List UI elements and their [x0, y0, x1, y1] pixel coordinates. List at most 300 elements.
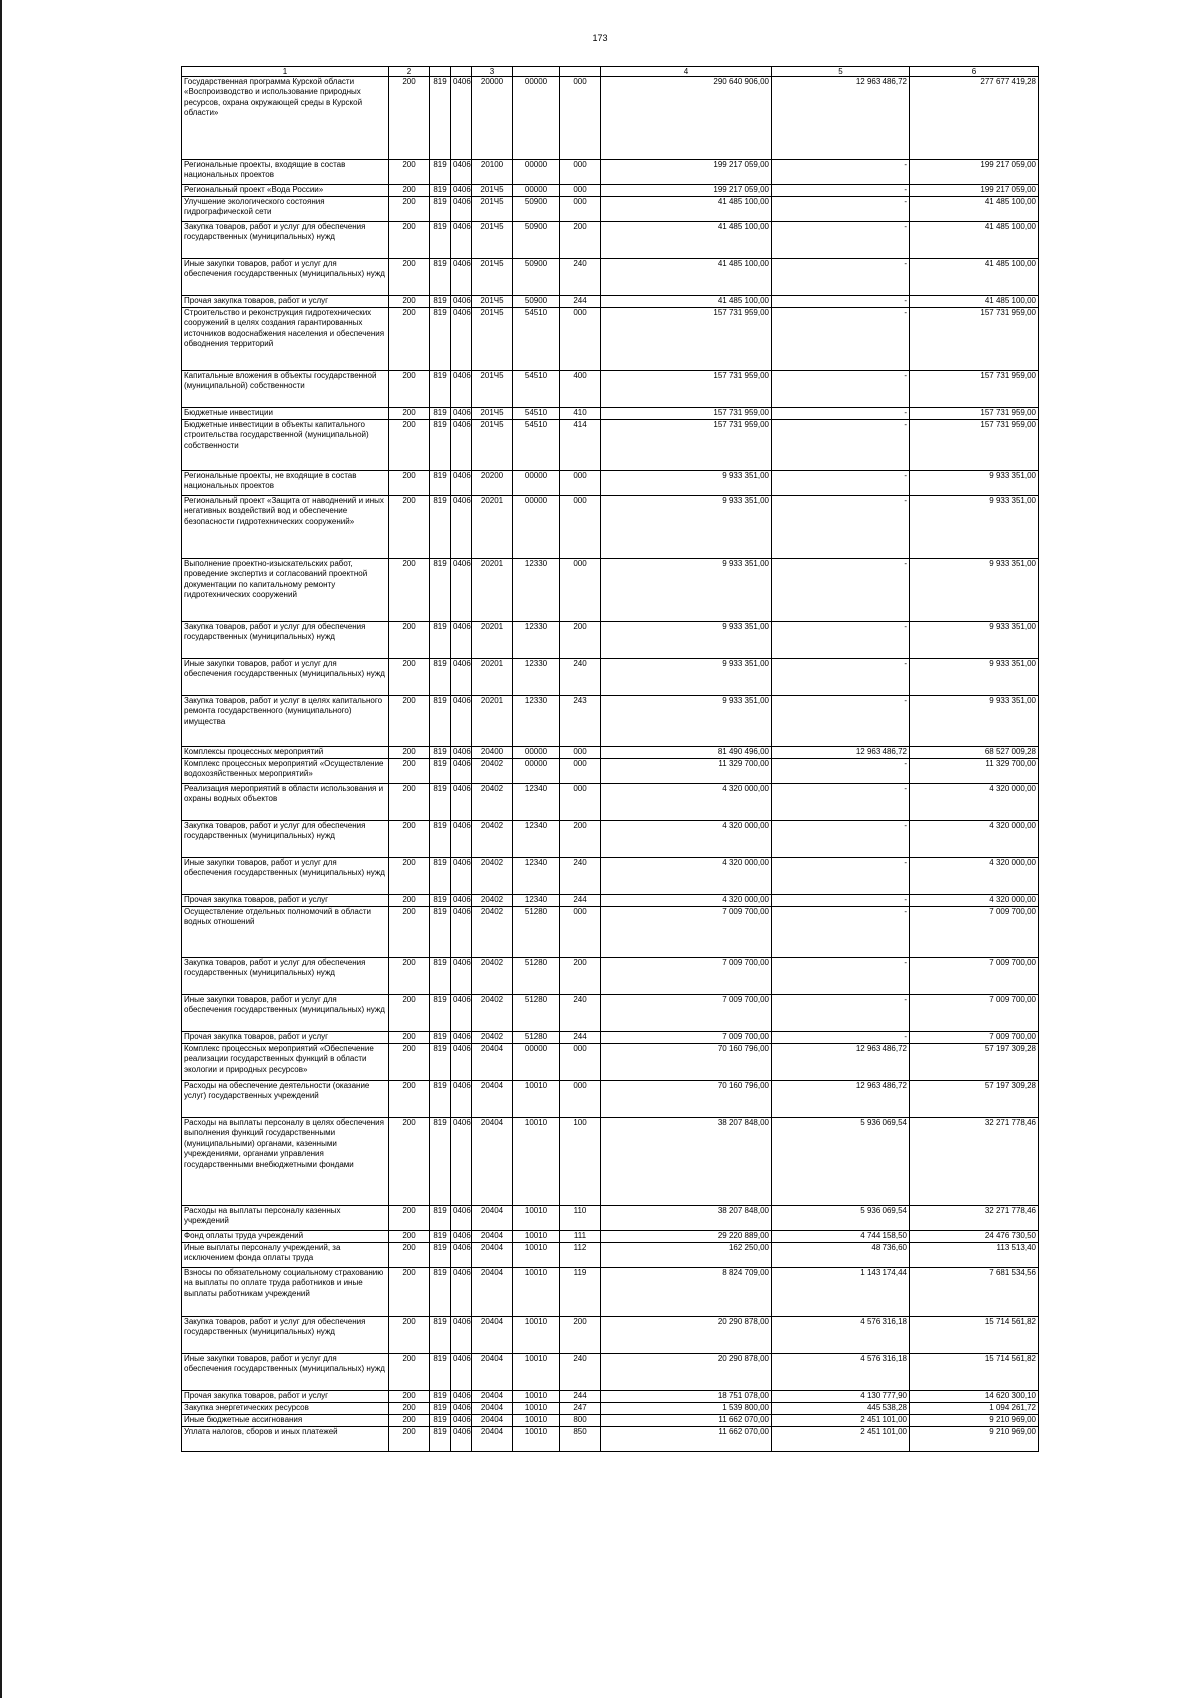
cell-code-programma: 20402	[472, 895, 513, 907]
table-row	[182, 1231, 1039, 1243]
cell-amount-6: 9 933 351,00	[910, 622, 1039, 659]
cell-amount-4: 41 485 100,00	[601, 222, 772, 259]
cell-code-vid: 000	[560, 784, 601, 821]
cell-code-glava: 819	[430, 1403, 451, 1415]
cell-amount-5: -	[772, 197, 910, 222]
cell-amount-6: 199 217 059,00	[910, 160, 1039, 185]
cell-code-glava: 819	[430, 907, 451, 958]
table-row	[182, 784, 1039, 821]
cell-code-2: 200	[389, 1081, 430, 1118]
cell-code-napravlenie: 10010	[513, 1403, 560, 1415]
cell-amount-4: 70 160 796,00	[601, 1044, 772, 1081]
header-cell-code-2: 2	[389, 67, 430, 77]
cell-name: Выполнение проектно-изыскательских работ, проведение экспертиз и согласований проектной документации по капитальному ремонту гидротехнических сооружений	[182, 559, 389, 622]
cell-code-razdel: 0406	[451, 222, 472, 259]
cell-code-glava: 819	[430, 696, 451, 747]
cell-name: Прочая закупка товаров, работ и услуг	[182, 895, 389, 907]
cell-amount-4: 81 490 496,00	[601, 747, 772, 759]
cell-name: Иные закупки товаров, работ и услуг для обеспечения государственных (муниципальных) нужд	[182, 1354, 389, 1391]
cell-code-programma: 201Ч5	[472, 308, 513, 371]
cell-code-vid: 200	[560, 1317, 601, 1354]
cell-amount-4: 41 485 100,00	[601, 259, 772, 296]
cell-code-razdel: 0406	[451, 747, 472, 759]
cell-code-glava: 819	[430, 1081, 451, 1118]
cell-code-2: 200	[389, 308, 430, 371]
cell-code-razdel: 0406	[451, 995, 472, 1032]
cell-code-programma: 20404	[472, 1415, 513, 1427]
cell-code-programma: 20404	[472, 1206, 513, 1231]
cell-code-glava: 819	[430, 160, 451, 185]
cell-code-glava: 819	[430, 1243, 451, 1268]
cell-amount-4: 290 640 906,00	[601, 77, 772, 160]
cell-code-glava: 819	[430, 496, 451, 559]
cell-amount-5: -	[772, 995, 910, 1032]
cell-code-glava: 819	[430, 659, 451, 696]
cell-code-vid: 243	[560, 696, 601, 747]
cell-code-2: 200	[389, 747, 430, 759]
cell-code-programma: 20000	[472, 77, 513, 160]
cell-code-razdel: 0406	[451, 784, 472, 821]
table-row	[182, 77, 1039, 160]
cell-code-napravlenie: 00000	[513, 77, 560, 160]
cell-code-programma: 20402	[472, 821, 513, 858]
table-row	[182, 559, 1039, 622]
cell-name: Закупка товаров, работ и услуг для обеспечения государственных (муниципальных) нужд	[182, 821, 389, 858]
cell-code-2: 200	[389, 1391, 430, 1403]
cell-amount-6: 157 731 959,00	[910, 308, 1039, 371]
cell-name: Капитальные вложения в объекты государственной (муниципальной) собственности	[182, 371, 389, 408]
cell-name: Иные закупки товаров, работ и услуг для обеспечения государственных (муниципальных) нужд	[182, 995, 389, 1032]
table-row	[182, 296, 1039, 308]
cell-code-glava: 819	[430, 222, 451, 259]
cell-code-napravlenie: 54510	[513, 371, 560, 408]
cell-code-vid: 247	[560, 1403, 601, 1415]
cell-amount-4: 9 933 351,00	[601, 471, 772, 496]
cell-code-glava: 819	[430, 1118, 451, 1206]
cell-code-programma: 20402	[472, 784, 513, 821]
cell-name: Прочая закупка товаров, работ и услуг	[182, 1391, 389, 1403]
cell-code-vid: 200	[560, 958, 601, 995]
cell-amount-5: -	[772, 659, 910, 696]
table-row	[182, 858, 1039, 895]
cell-code-2: 200	[389, 1317, 430, 1354]
cell-code-vid: 110	[560, 1206, 601, 1231]
cell-code-2: 200	[389, 858, 430, 895]
cell-amount-5: 445 538,28	[772, 1403, 910, 1415]
cell-amount-6: 68 527 009,28	[910, 747, 1039, 759]
cell-code-programma: 20201	[472, 659, 513, 696]
cell-code-vid: 000	[560, 759, 601, 784]
cell-code-vid: 240	[560, 659, 601, 696]
cell-code-glava: 819	[430, 1044, 451, 1081]
cell-code-programma: 20404	[472, 1391, 513, 1403]
cell-amount-6: 277 677 419,28	[910, 77, 1039, 160]
cell-code-glava: 819	[430, 308, 451, 371]
cell-amount-4: 41 485 100,00	[601, 197, 772, 222]
cell-code-programma: 20201	[472, 496, 513, 559]
cell-code-napravlenie: 00000	[513, 160, 560, 185]
cell-code-2: 200	[389, 696, 430, 747]
cell-code-2: 200	[389, 371, 430, 408]
cell-amount-4: 29 220 889,00	[601, 1231, 772, 1243]
table-row	[182, 1317, 1039, 1354]
cell-code-programma: 20402	[472, 1032, 513, 1044]
cell-name: Закупка товаров, работ и услуг в целях капитального ремонта государственного (муниципального) имущества	[182, 696, 389, 747]
table-row	[182, 1032, 1039, 1044]
cell-amount-5: -	[772, 308, 910, 371]
cell-amount-4: 41 485 100,00	[601, 296, 772, 308]
cell-amount-6: 4 320 000,00	[910, 821, 1039, 858]
cell-code-programma: 20201	[472, 696, 513, 747]
cell-code-razdel: 0406	[451, 1391, 472, 1403]
table-row	[182, 1243, 1039, 1268]
cell-code-glava: 819	[430, 895, 451, 907]
table-row	[182, 185, 1039, 197]
cell-code-napravlenie: 10010	[513, 1427, 560, 1452]
cell-code-napravlenie: 12330	[513, 622, 560, 659]
cell-code-programma: 20404	[472, 1354, 513, 1391]
cell-amount-5: -	[772, 222, 910, 259]
cell-code-glava: 819	[430, 995, 451, 1032]
cell-amount-5: -	[772, 371, 910, 408]
cell-code-razdel: 0406	[451, 1231, 472, 1243]
cell-code-2: 200	[389, 1206, 430, 1231]
cell-code-glava: 819	[430, 1391, 451, 1403]
cell-code-2: 200	[389, 420, 430, 471]
scan-edge-rule	[0, 0, 2, 1698]
cell-code-napravlenie: 10010	[513, 1317, 560, 1354]
cell-code-razdel: 0406	[451, 160, 472, 185]
cell-code-razdel: 0406	[451, 622, 472, 659]
cell-code-programma: 20402	[472, 858, 513, 895]
cell-code-vid: 000	[560, 197, 601, 222]
cell-name: Осуществление отдельных полномочий в области водных отношений	[182, 907, 389, 958]
cell-amount-5: 5 936 069,54	[772, 1118, 910, 1206]
cell-code-programma: 201Ч5	[472, 222, 513, 259]
cell-amount-5: -	[772, 759, 910, 784]
cell-code-vid: 240	[560, 858, 601, 895]
cell-amount-5: -	[772, 559, 910, 622]
cell-amount-6: 7 009 700,00	[910, 995, 1039, 1032]
cell-amount-6: 9 210 969,00	[910, 1427, 1039, 1452]
cell-code-razdel: 0406	[451, 371, 472, 408]
cell-amount-4: 199 217 059,00	[601, 160, 772, 185]
cell-code-napravlenie: 50900	[513, 259, 560, 296]
table-row	[182, 1268, 1039, 1317]
cell-code-glava: 819	[430, 1268, 451, 1317]
cell-code-napravlenie: 10010	[513, 1231, 560, 1243]
cell-code-vid: 000	[560, 185, 601, 197]
cell-code-glava: 819	[430, 408, 451, 420]
table-row	[182, 1415, 1039, 1427]
cell-code-2: 200	[389, 958, 430, 995]
cell-code-vid: 244	[560, 895, 601, 907]
cell-amount-4: 4 320 000,00	[601, 858, 772, 895]
cell-amount-6: 24 476 730,50	[910, 1231, 1039, 1243]
cell-name: Реализация мероприятий в области использования и охраны водных объектов	[182, 784, 389, 821]
cell-code-napravlenie: 10010	[513, 1081, 560, 1118]
cell-amount-4: 11 662 070,00	[601, 1427, 772, 1452]
header-cell-code-glava	[430, 67, 451, 77]
cell-amount-6: 7 009 700,00	[910, 1032, 1039, 1044]
cell-amount-4: 4 320 000,00	[601, 784, 772, 821]
cell-code-vid: 244	[560, 1391, 601, 1403]
cell-name: Иные закупки товаров, работ и услуг для обеспечения государственных (муниципальных) нужд	[182, 259, 389, 296]
cell-amount-6: 9 933 351,00	[910, 559, 1039, 622]
table-row	[182, 1391, 1039, 1403]
cell-code-programma: 20200	[472, 471, 513, 496]
cell-code-programma: 20100	[472, 160, 513, 185]
cell-code-vid: 000	[560, 160, 601, 185]
cell-code-2: 200	[389, 821, 430, 858]
cell-code-napravlenie: 12340	[513, 821, 560, 858]
cell-code-vid: 000	[560, 1081, 601, 1118]
cell-name: Государственная программа Курской области «Воспроизводство и использование природных ресурсов, охрана окружающей среды в Курской области»	[182, 77, 389, 160]
table-row	[182, 420, 1039, 471]
cell-code-2: 200	[389, 496, 430, 559]
cell-code-vid: 244	[560, 1032, 601, 1044]
cell-code-vid: 200	[560, 222, 601, 259]
table-body	[182, 77, 1039, 1452]
cell-amount-4: 7 009 700,00	[601, 1032, 772, 1044]
cell-amount-6: 9 933 351,00	[910, 496, 1039, 559]
cell-code-2: 200	[389, 1032, 430, 1044]
cell-code-2: 200	[389, 185, 430, 197]
header-cell-code-razdel	[451, 67, 472, 77]
cell-code-glava: 819	[430, 259, 451, 296]
cell-name: Прочая закупка товаров, работ и услуг	[182, 296, 389, 308]
cell-code-vid: 000	[560, 496, 601, 559]
cell-code-napravlenie: 51280	[513, 1032, 560, 1044]
cell-code-razdel: 0406	[451, 185, 472, 197]
cell-amount-6: 113 513,40	[910, 1243, 1039, 1268]
cell-code-2: 200	[389, 759, 430, 784]
cell-code-glava: 819	[430, 1427, 451, 1452]
cell-code-2: 200	[389, 259, 430, 296]
cell-code-programma: 20404	[472, 1081, 513, 1118]
table-row	[182, 1403, 1039, 1415]
cell-code-glava: 819	[430, 197, 451, 222]
cell-code-napravlenie: 12330	[513, 696, 560, 747]
cell-amount-4: 4 320 000,00	[601, 821, 772, 858]
header-cell-name: 1	[182, 67, 389, 77]
cell-code-vid: 244	[560, 296, 601, 308]
cell-amount-6: 1 094 261,72	[910, 1403, 1039, 1415]
cell-code-2: 200	[389, 1243, 430, 1268]
cell-name: Бюджетные инвестиции в объекты капитального строительства государственной (муниципальной) собственности	[182, 420, 389, 471]
cell-name: Комплекс процессных мероприятий «Осуществление водохозяйственных мероприятий»	[182, 759, 389, 784]
cell-code-2: 200	[389, 1231, 430, 1243]
cell-code-razdel: 0406	[451, 1118, 472, 1206]
cell-code-2: 200	[389, 296, 430, 308]
cell-code-programma: 20404	[472, 1268, 513, 1317]
table-row	[182, 696, 1039, 747]
cell-code-razdel: 0406	[451, 296, 472, 308]
table-row	[182, 821, 1039, 858]
cell-code-vid: 000	[560, 907, 601, 958]
cell-amount-6: 157 731 959,00	[910, 408, 1039, 420]
table-row	[182, 1044, 1039, 1081]
cell-amount-5: 2 451 101,00	[772, 1427, 910, 1452]
cell-code-vid: 240	[560, 259, 601, 296]
cell-code-programma: 201Ч5	[472, 371, 513, 408]
table-row	[182, 371, 1039, 408]
table-row	[182, 160, 1039, 185]
header-cell-code-vid	[560, 67, 601, 77]
cell-code-vid: 112	[560, 1243, 601, 1268]
cell-code-programma: 20400	[472, 747, 513, 759]
cell-code-programma: 201Ч5	[472, 185, 513, 197]
cell-code-vid: 000	[560, 471, 601, 496]
cell-name: Региональный проект «Вода России»	[182, 185, 389, 197]
cell-name: Строительство и реконструкция гидротехнических сооружений в целях создания гарантированных источников водоснабжения населения и обеспечения обводнения территорий	[182, 308, 389, 371]
table-row	[182, 759, 1039, 784]
cell-code-programma: 20404	[472, 1044, 513, 1081]
cell-code-napravlenie: 12340	[513, 784, 560, 821]
table-row	[182, 1427, 1039, 1452]
cell-amount-6: 7 681 534,56	[910, 1268, 1039, 1317]
cell-code-programma: 20404	[472, 1317, 513, 1354]
cell-code-razdel: 0406	[451, 1354, 472, 1391]
cell-code-razdel: 0406	[451, 958, 472, 995]
cell-amount-4: 157 731 959,00	[601, 420, 772, 471]
cell-code-glava: 819	[430, 1206, 451, 1231]
cell-amount-5: -	[772, 259, 910, 296]
cell-code-napravlenie: 10010	[513, 1415, 560, 1427]
cell-code-2: 200	[389, 1354, 430, 1391]
cell-amount-5: 4 130 777,90	[772, 1391, 910, 1403]
cell-amount-5: 4 744 158,50	[772, 1231, 910, 1243]
cell-code-razdel: 0406	[451, 1044, 472, 1081]
cell-code-2: 200	[389, 907, 430, 958]
cell-amount-6: 199 217 059,00	[910, 185, 1039, 197]
cell-code-2: 200	[389, 1415, 430, 1427]
table-row	[182, 622, 1039, 659]
cell-code-razdel: 0406	[451, 77, 472, 160]
cell-code-glava: 819	[430, 747, 451, 759]
header-cell-amount-4: 4	[601, 67, 772, 77]
table-row	[182, 1206, 1039, 1231]
cell-code-2: 200	[389, 995, 430, 1032]
cell-code-programma: 20404	[472, 1243, 513, 1268]
cell-code-napravlenie: 10010	[513, 1391, 560, 1403]
cell-code-napravlenie: 12330	[513, 659, 560, 696]
cell-code-vid: 414	[560, 420, 601, 471]
cell-amount-5: 1 143 174,44	[772, 1268, 910, 1317]
cell-code-programma: 201Ч5	[472, 259, 513, 296]
cell-amount-6: 4 320 000,00	[910, 858, 1039, 895]
table-row	[182, 1118, 1039, 1206]
cell-amount-5: 48 736,60	[772, 1243, 910, 1268]
cell-code-glava: 819	[430, 1317, 451, 1354]
cell-amount-4: 162 250,00	[601, 1243, 772, 1268]
cell-code-vid: 000	[560, 77, 601, 160]
cell-code-glava: 819	[430, 858, 451, 895]
cell-amount-5: 12 963 486,72	[772, 747, 910, 759]
cell-name: Иные бюджетные ассигнования	[182, 1415, 389, 1427]
table-header-row	[182, 67, 1039, 77]
cell-amount-4: 157 731 959,00	[601, 408, 772, 420]
cell-code-razdel: 0406	[451, 496, 472, 559]
cell-amount-6: 57 197 309,28	[910, 1044, 1039, 1081]
table-row	[182, 907, 1039, 958]
cell-code-napravlenie: 10010	[513, 1243, 560, 1268]
cell-code-napravlenie: 00000	[513, 747, 560, 759]
cell-amount-5: 12 963 486,72	[772, 1081, 910, 1118]
cell-code-napravlenie: 50900	[513, 296, 560, 308]
cell-code-napravlenie: 00000	[513, 471, 560, 496]
cell-code-razdel: 0406	[451, 895, 472, 907]
cell-code-glava: 819	[430, 1032, 451, 1044]
cell-amount-4: 157 731 959,00	[601, 308, 772, 371]
cell-amount-4: 4 320 000,00	[601, 895, 772, 907]
cell-code-vid: 240	[560, 1354, 601, 1391]
table-row	[182, 496, 1039, 559]
cell-amount-6: 4 320 000,00	[910, 895, 1039, 907]
cell-amount-5: -	[772, 858, 910, 895]
cell-code-glava: 819	[430, 958, 451, 995]
cell-code-napravlenie: 10010	[513, 1118, 560, 1206]
cell-amount-4: 11 662 070,00	[601, 1415, 772, 1427]
cell-amount-5: 12 963 486,72	[772, 77, 910, 160]
cell-code-razdel: 0406	[451, 408, 472, 420]
table-row	[182, 659, 1039, 696]
table-row	[182, 895, 1039, 907]
cell-code-glava: 819	[430, 471, 451, 496]
cell-code-2: 200	[389, 77, 430, 160]
cell-code-2: 200	[389, 197, 430, 222]
header-cell-amount-5: 5	[772, 67, 910, 77]
cell-code-glava: 819	[430, 559, 451, 622]
cell-code-vid: 000	[560, 1044, 601, 1081]
cell-code-vid: 000	[560, 559, 601, 622]
cell-amount-4: 9 933 351,00	[601, 659, 772, 696]
cell-code-razdel: 0406	[451, 1081, 472, 1118]
cell-name: Иные выплаты персоналу учреждений, за исключением фонда оплаты труда	[182, 1243, 389, 1268]
cell-amount-6: 157 731 959,00	[910, 371, 1039, 408]
cell-name: Закупка товаров, работ и услуг для обеспечения государственных (муниципальных) нужд	[182, 222, 389, 259]
cell-code-glava: 819	[430, 759, 451, 784]
cell-amount-4: 38 207 848,00	[601, 1118, 772, 1206]
cell-amount-5: -	[772, 420, 910, 471]
cell-code-programma: 20201	[472, 559, 513, 622]
cell-code-vid: 240	[560, 995, 601, 1032]
cell-code-napravlenie: 10010	[513, 1206, 560, 1231]
cell-code-razdel: 0406	[451, 759, 472, 784]
cell-amount-5: 2 451 101,00	[772, 1415, 910, 1427]
cell-code-programma: 20402	[472, 759, 513, 784]
table-row	[182, 222, 1039, 259]
cell-code-2: 200	[389, 895, 430, 907]
cell-code-razdel: 0406	[451, 821, 472, 858]
table-row	[182, 308, 1039, 371]
header-cell-amount-6: 6	[910, 67, 1039, 77]
cell-amount-4: 11 329 700,00	[601, 759, 772, 784]
cell-amount-6: 7 009 700,00	[910, 958, 1039, 995]
cell-code-programma: 20201	[472, 622, 513, 659]
cell-name: Взносы по обязательному социальному страхованию на выплаты по оплате труда работников и иные выплаты работникам учреждений	[182, 1268, 389, 1317]
cell-amount-6: 15 714 561,82	[910, 1354, 1039, 1391]
cell-code-vid: 119	[560, 1268, 601, 1317]
cell-code-2: 200	[389, 408, 430, 420]
cell-code-razdel: 0406	[451, 858, 472, 895]
table-row	[182, 259, 1039, 296]
cell-amount-6: 4 320 000,00	[910, 784, 1039, 821]
cell-code-2: 200	[389, 1044, 430, 1081]
cell-code-vid: 111	[560, 1231, 601, 1243]
cell-code-programma: 20404	[472, 1231, 513, 1243]
cell-name: Расходы на выплаты персоналу казенных учреждений	[182, 1206, 389, 1231]
